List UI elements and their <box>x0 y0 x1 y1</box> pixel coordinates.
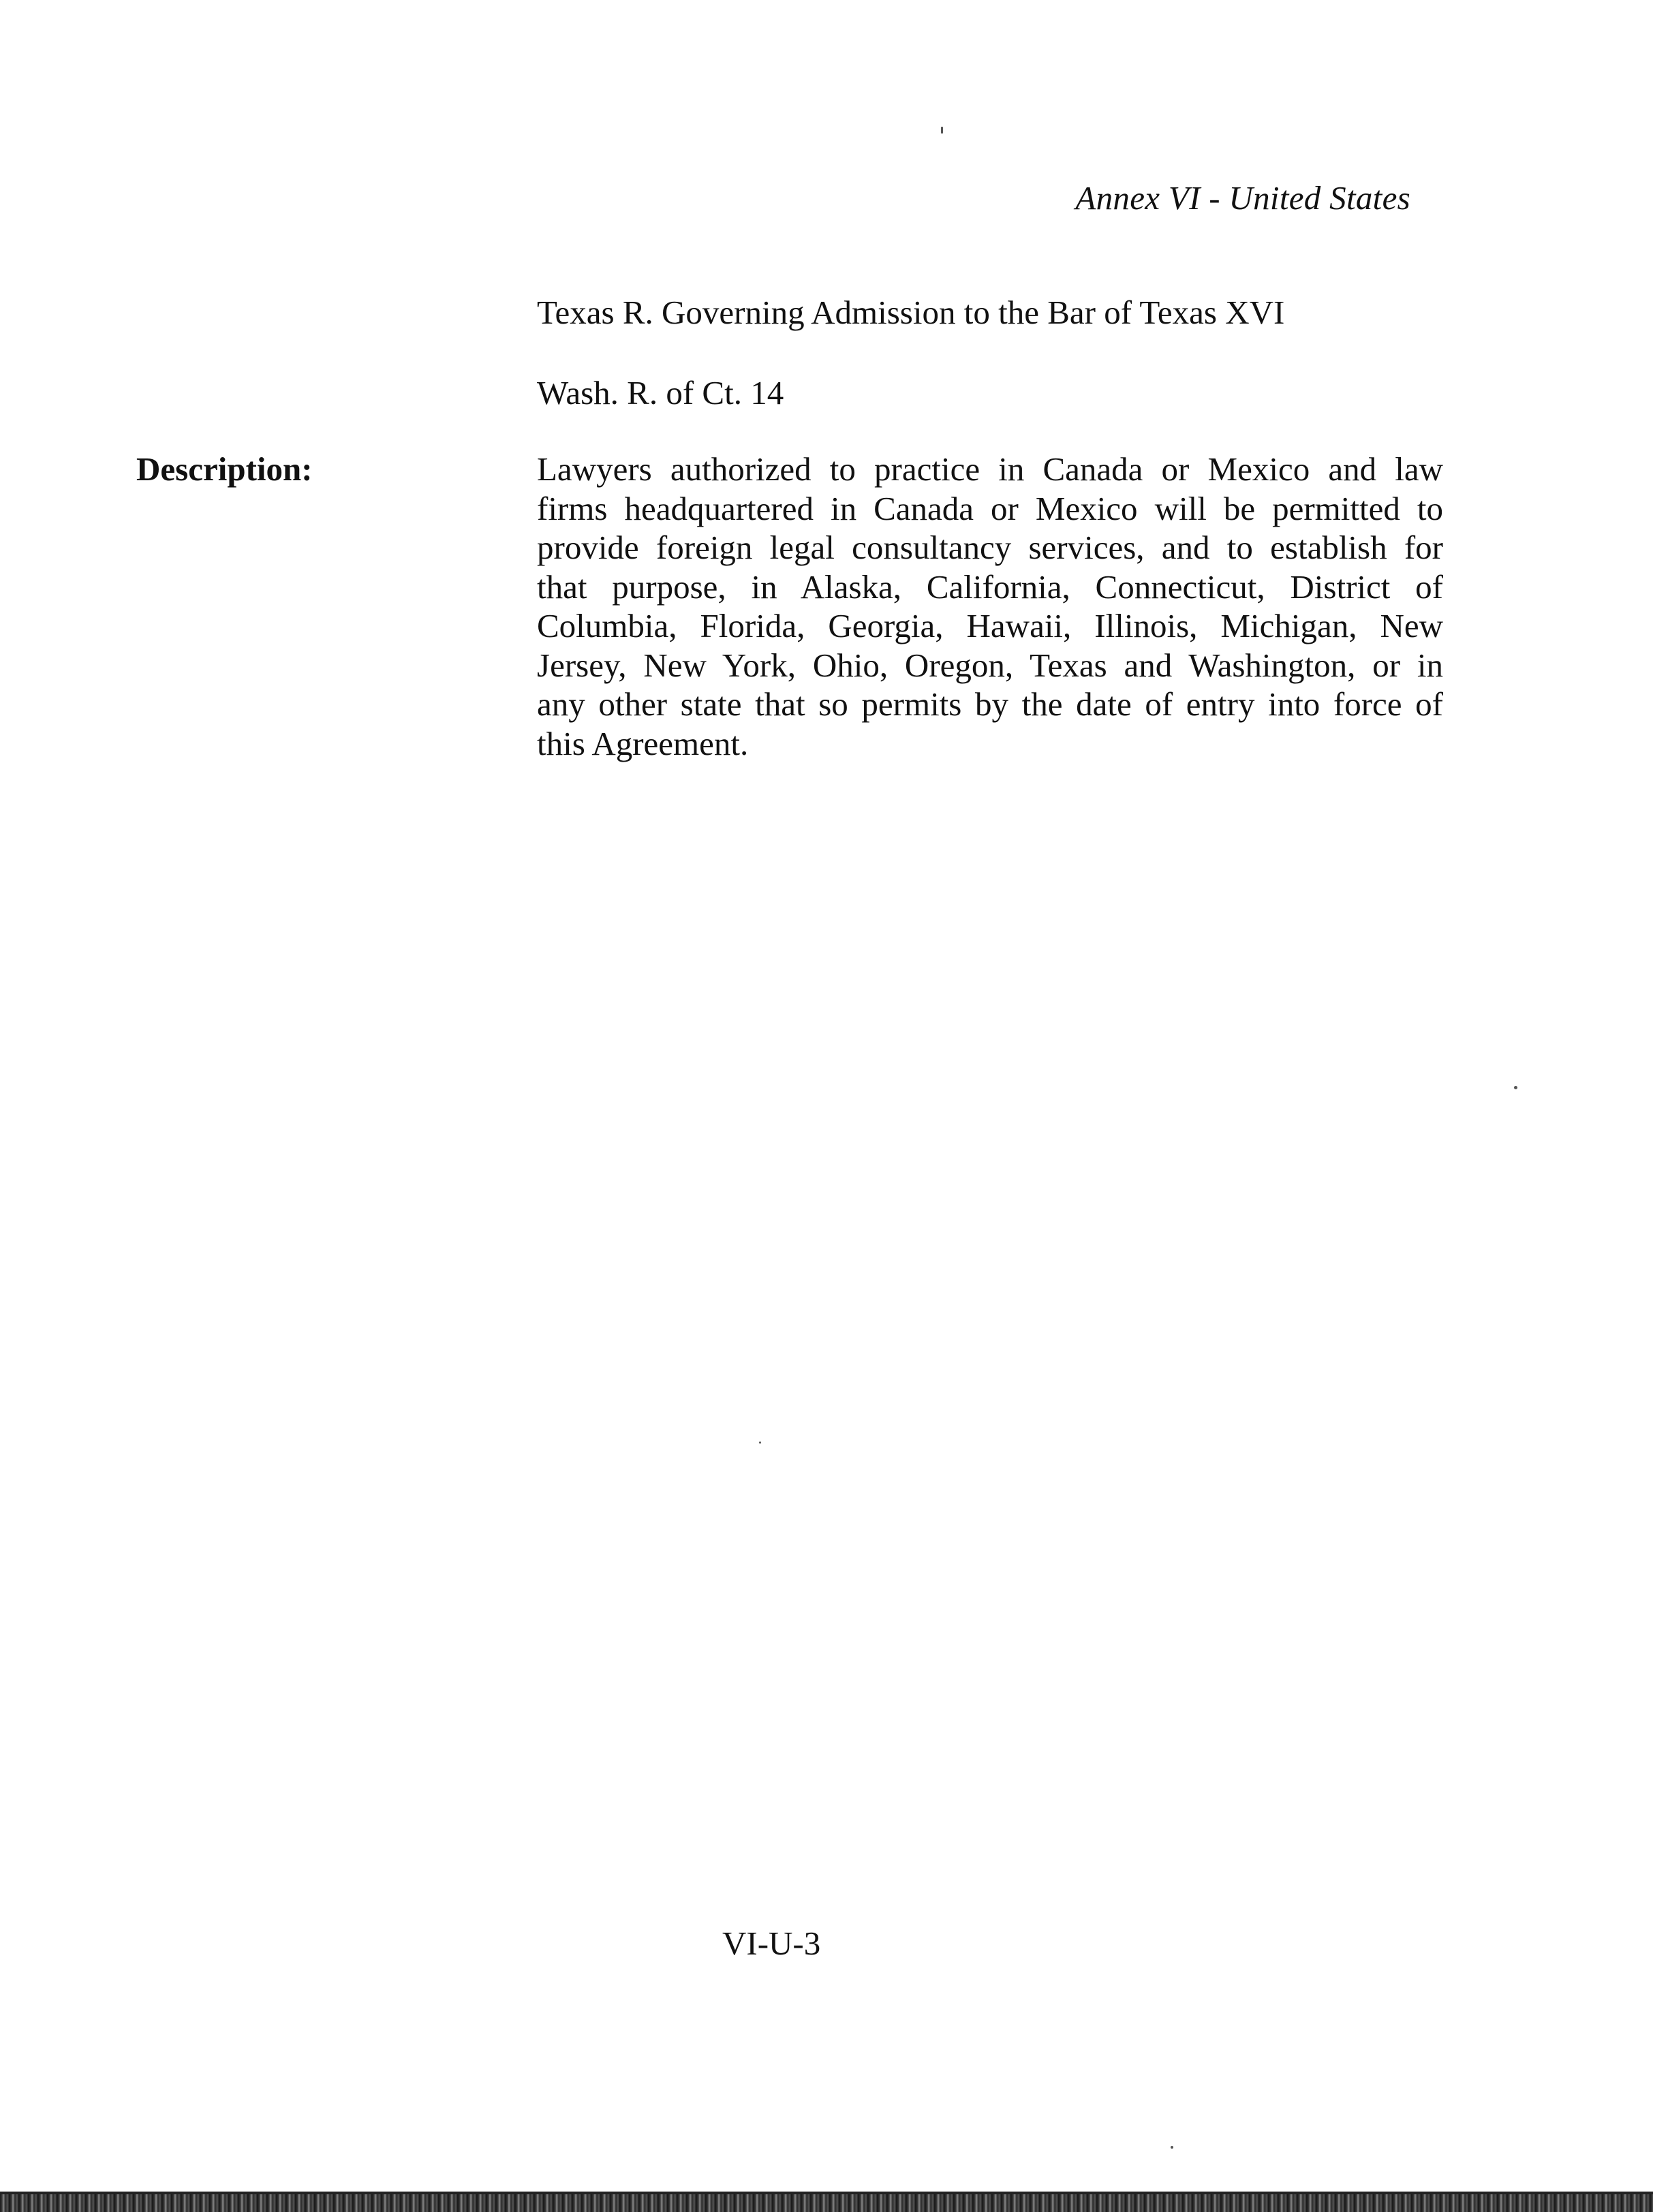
reference-texas-rule: Texas R. Governing Admission to the Bar of Texas XVI <box>537 294 1285 331</box>
description-line: that purpose, in Alaska, California, Connecticut, District of <box>537 567 1443 606</box>
scan-speck <box>941 127 943 134</box>
description-line: firms headquartered in Canada or Mexico will be permitted to <box>537 489 1443 527</box>
scan-edge-border <box>0 2194 1653 2212</box>
description-line: this Agreement. <box>537 724 749 762</box>
description-line: any other state that so permits by the date of entry into force of <box>537 685 1443 723</box>
description-line: provide foreign legal consultancy services, and to establish for <box>537 529 1443 566</box>
scan-speck <box>1171 2146 1173 2149</box>
reference-washington-rule: Wash. R. of Ct. 14 <box>537 374 784 411</box>
description-line: Columbia, Florida, Georgia, Hawaii, Illinois, Michigan, New <box>537 607 1443 644</box>
running-header: Annex VI - United States <box>1075 179 1410 217</box>
description-line: Jersey, New York, Ohio, Oregon, Texas and Washington, or in <box>537 646 1443 684</box>
page-number: VI-U-3 <box>722 1925 821 1962</box>
scan-speck <box>1514 1086 1517 1089</box>
description-line: Lawyers authorized to practice in Canada or Mexico and law <box>537 450 1443 488</box>
description-text <box>537 450 1443 763</box>
scan-speck <box>759 1442 761 1444</box>
description-label: Description: <box>136 450 313 488</box>
